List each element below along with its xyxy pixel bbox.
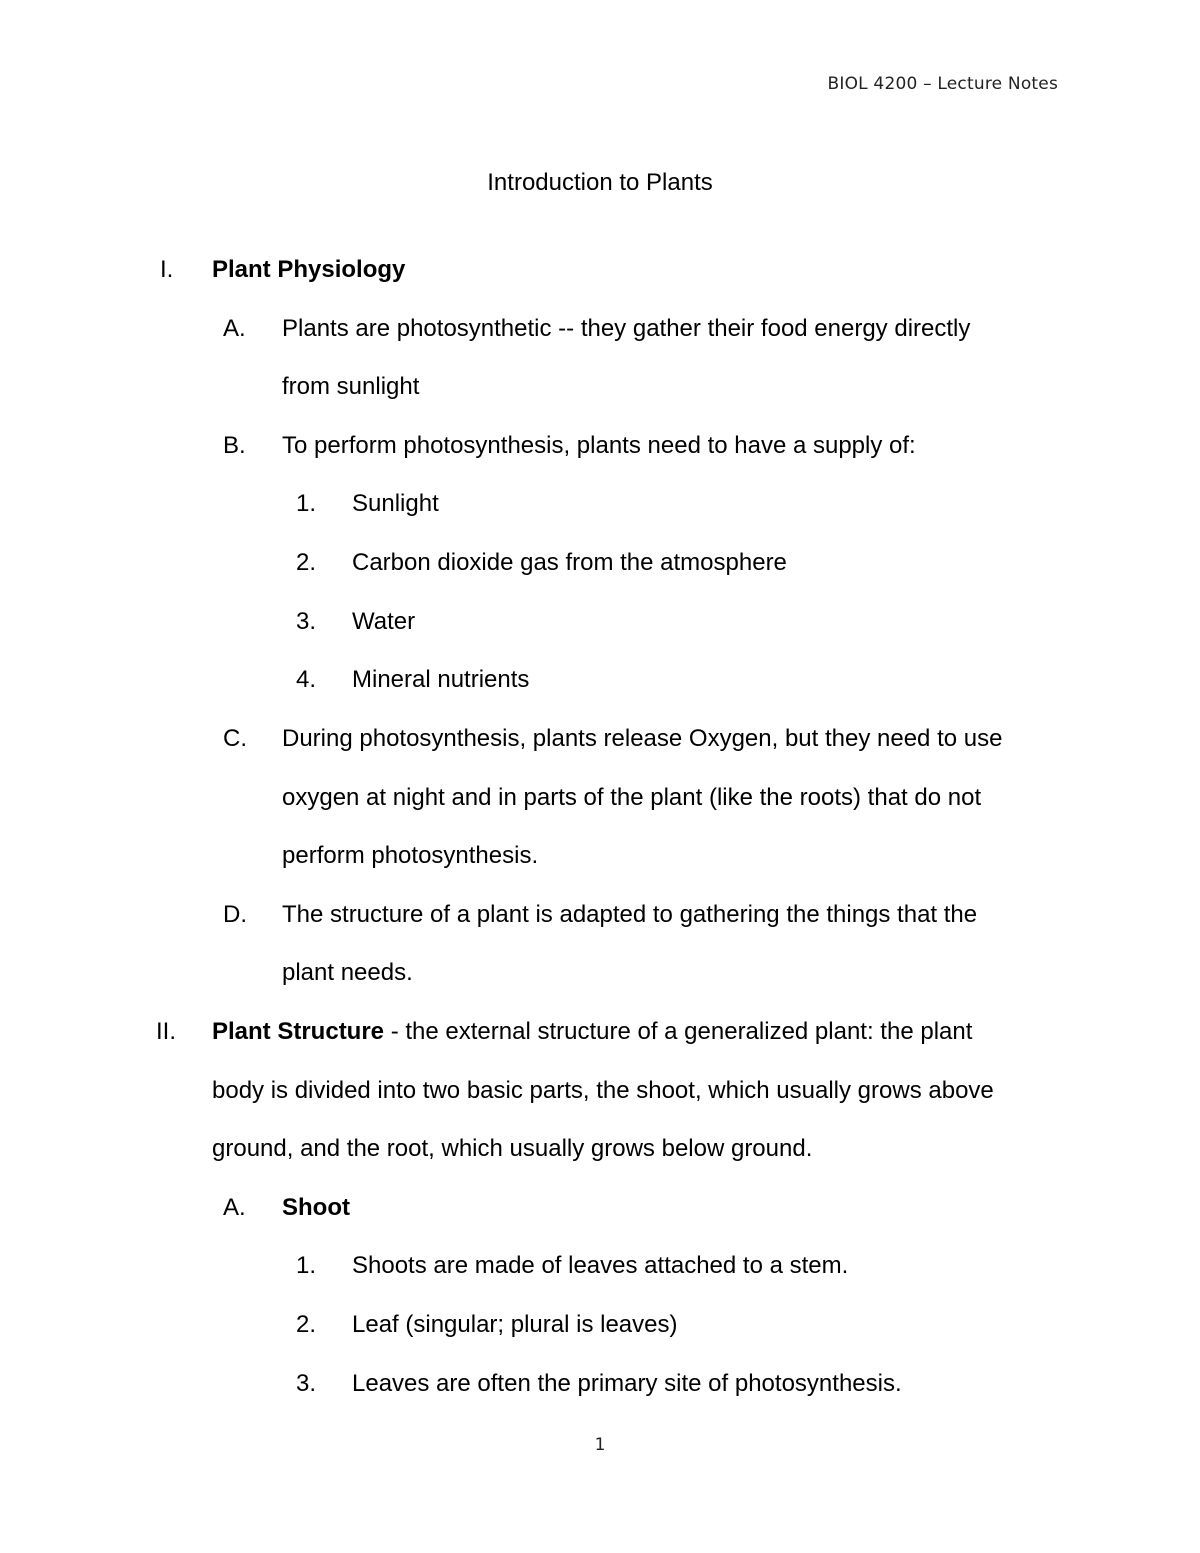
list-item-marker: 4. [296,666,317,693]
item-1d-marker: D. [223,901,247,928]
document-title: Introduction to Plants [487,169,713,196]
item-1c-line-3: perform photosynthesis. [282,842,539,869]
item-1c-marker: C. [223,725,247,752]
item-2a-heading: Shoot [282,1194,350,1221]
list-item-marker: 2. [296,1311,317,1338]
item-1b-marker: B. [223,432,246,459]
running-header: BIOL 4200 – Lecture Notes [827,74,1058,94]
item-1b-text: To perform photosynthesis, plants need to have a supply of: [282,432,916,459]
item-1c-line-1: During photosynthesis, plants release Oxygen, but they need to use [282,725,1003,752]
list-item-text: Carbon dioxide gas from the atmosphere [352,549,787,576]
list-item-marker: 1. [296,1252,317,1279]
list-item-text: Water [352,608,416,635]
list-item-text: Shoots are made of leaves attached to a stem. [352,1252,849,1279]
item-2a-marker: A. [223,1194,246,1221]
section-2-line-2: body is divided into two basic parts, the shoot, which usually grows above [212,1077,994,1104]
list-item-marker: 3. [296,608,317,635]
list-item-marker: 3. [296,1370,317,1397]
list-item-text: Mineral nutrients [352,666,530,693]
item-1c-line-2: oxygen at night and in parts of the plant (like the roots) that do not [282,784,982,811]
item-1a-marker: A. [223,315,246,342]
section-2-marker: II. [156,1018,177,1045]
section-1-marker: I. [160,256,174,283]
page-number: 1 [594,1435,606,1455]
list-item-text: Sunlight [352,490,439,517]
section-2-line-1-text: - the external structure of a generalized plant: the plant [384,1018,973,1045]
list-item-text: Leaf (singular; plural is leaves) [352,1311,678,1338]
item-1d-line-1: The structure of a plant is adapted to gathering the things that the [282,901,978,928]
section-2-heading: Plant Structure [212,1018,385,1045]
list-item-marker: 1. [296,490,317,517]
item-1a-line-1: Plants are photosynthetic -- they gather their food energy directly [282,315,971,342]
section-1-heading: Plant Physiology [212,256,406,283]
section-2-line-3: ground, and the root, which usually grows below ground. [212,1135,813,1162]
section-2-line-1 [212,1017,972,1047]
list-item-text: Leaves are often the primary site of photosynthesis. [352,1370,902,1397]
item-1d-line-2: plant needs. [282,959,413,986]
item-1a-line-2: from sunlight [282,373,420,400]
list-item-marker: 2. [296,549,317,576]
